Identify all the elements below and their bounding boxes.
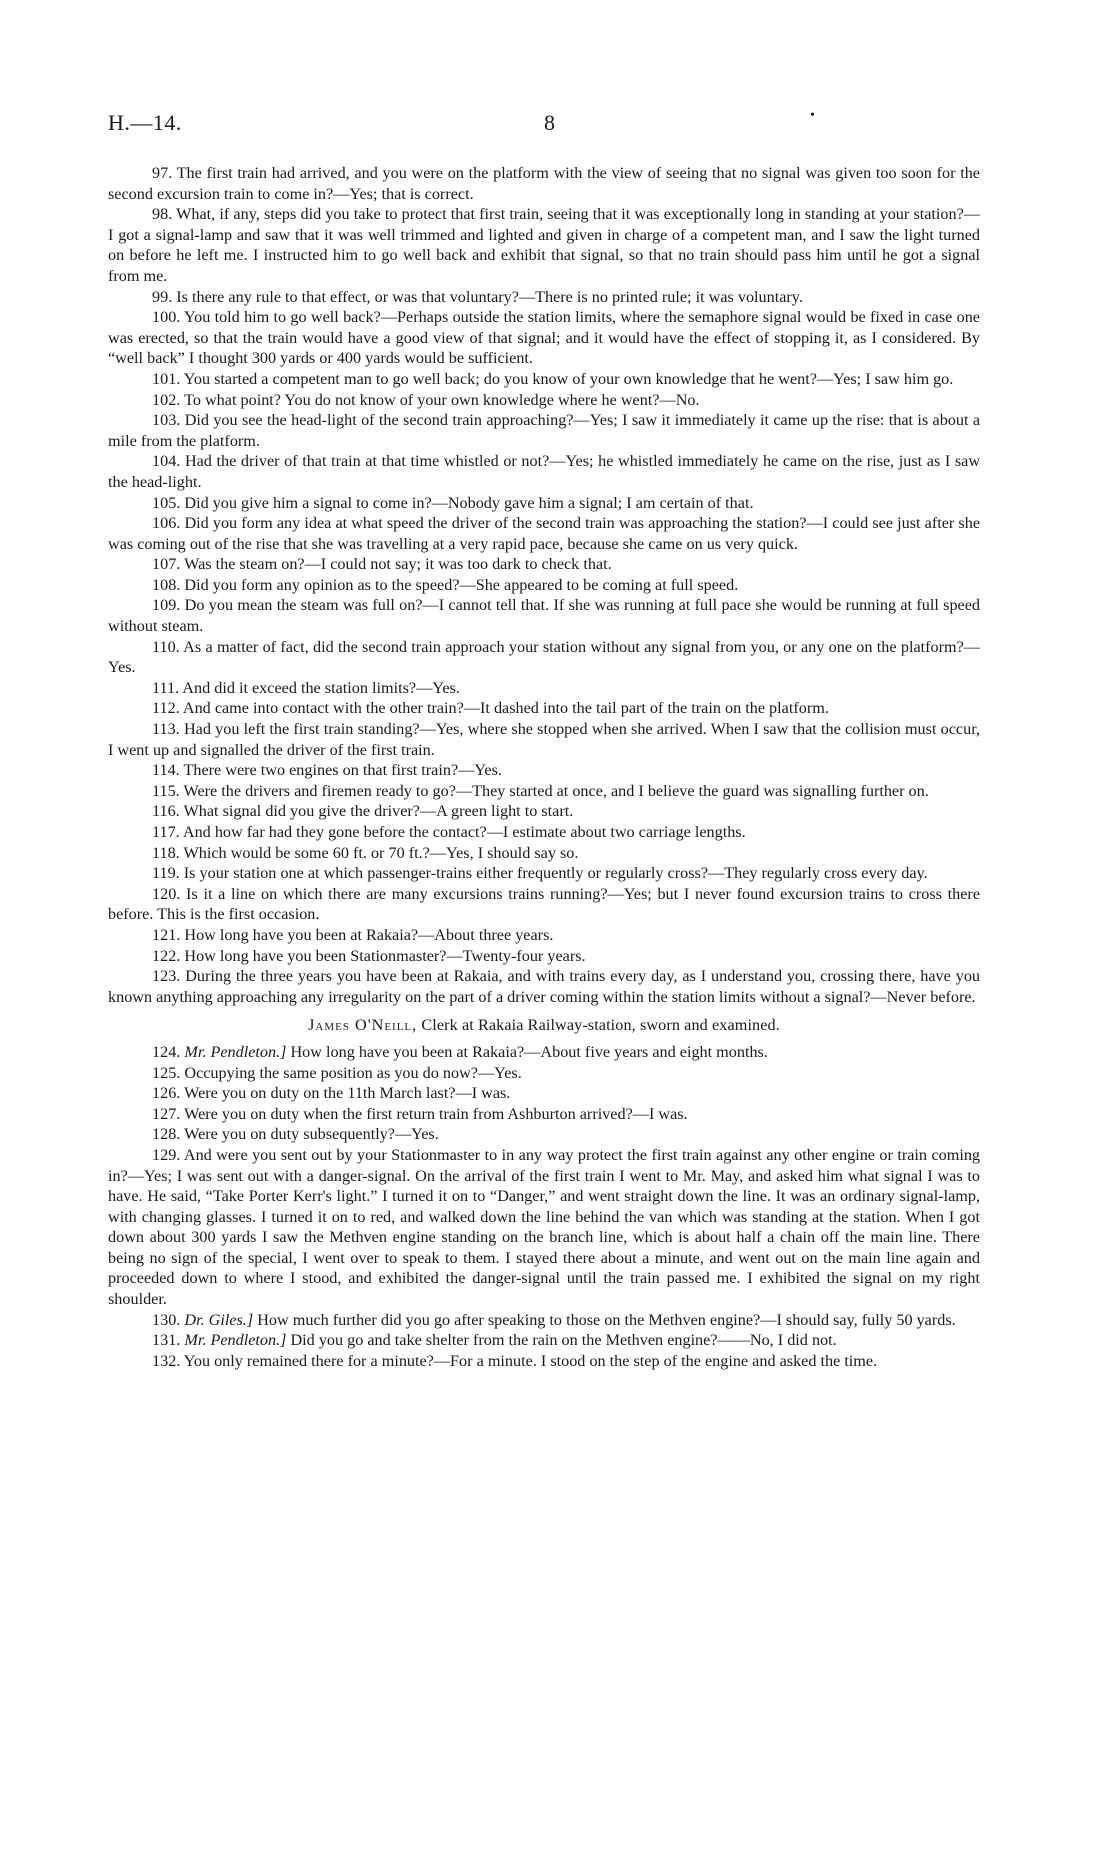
question-number: 102. xyxy=(152,390,181,409)
question-number: 121. xyxy=(152,925,181,944)
question-paragraph xyxy=(108,513,980,554)
question-paragraph xyxy=(108,1063,980,1084)
question-paragraph xyxy=(108,369,980,390)
question-number: 115. xyxy=(152,781,180,800)
question-number: 98. xyxy=(152,205,173,224)
question-text: And came into contact with the other train?—It dashed into the tail part of the train on the platform. xyxy=(182,699,829,718)
question-text: What signal did you give the driver?—A green light to start. xyxy=(183,802,574,821)
question-text: Had you left the first train standing?—Yes, where she stopped when she arrived. When I saw that the collision must occur, I went up and signalled the driver of the first train. xyxy=(108,720,981,759)
question-paragraph xyxy=(108,1124,980,1145)
question-paragraph xyxy=(108,390,980,411)
question-paragraph xyxy=(108,760,980,781)
question-paragraph xyxy=(108,1145,980,1310)
question-paragraph xyxy=(108,946,980,967)
question-text: Do you mean the steam was full on?—I cannot tell that. If she was running at full pace she would be running at full speed without steam. xyxy=(108,596,981,636)
question-paragraph xyxy=(108,884,980,925)
witness-name: James O'Neill, xyxy=(308,1016,418,1035)
question-text: And were you sent out by your Stationmaster to in any way protect the first train against any other engine or train coming in?—Yes; I was sent out with a danger-signal. On the arrival of the first train I went to Mr. May, and asked him what signal I was to have. He said, “Take Porter Kerr's light.” I turned it on to “Danger,” and went straight down the line. It was an ordinary signal-lamp, with changing glasses. I turned it on to red, and walked down the line behind the van which was standing at the station. When I got down about 300 yards I saw the Methven engine standing on the branch line, which is about half a chain off the main line. There being no sign of the special, I went over to speak to them. I stayed there about a minute, and went out on the main line again and proceeded down to where I stood, and exhibited the danger-signal until the train passed me. I exhibited the signal on my right shoulder. xyxy=(108,1145,981,1309)
question-text: The first train had arrived, and you were on the platform with the view of seeing that no signal was given too soon for the second excursion train to come in?—Yes; that is correct. xyxy=(108,164,980,203)
question-number: 126. xyxy=(152,1084,181,1103)
testimony-part-2 xyxy=(108,1042,980,1372)
question-paragraph xyxy=(108,451,980,492)
question-paragraph xyxy=(108,1104,980,1125)
question-paragraph xyxy=(108,1330,980,1351)
question-text: How long have you been at Rakaia?—About five years and eight months. xyxy=(290,1042,768,1061)
speaker-name: Mr. Pendleton.] xyxy=(184,1042,287,1061)
question-text: You started a competent man to go well back; do you know of your own knowledge that he went?—Yes; I saw him go. xyxy=(183,369,954,388)
question-text: How long have you been Stationmaster?—Twenty-four years. xyxy=(184,946,586,965)
question-text: Were you on duty subsequently?—Yes. xyxy=(184,1125,439,1144)
question-number: 118. xyxy=(152,843,180,862)
question-paragraph xyxy=(108,554,980,575)
question-number: 107. xyxy=(152,555,181,574)
question-text: And how far had they gone before the contact?—I estimate about two carriage lengths. xyxy=(182,823,746,841)
question-number: 109. xyxy=(152,596,181,615)
question-paragraph xyxy=(108,637,980,678)
question-number: 128. xyxy=(152,1125,181,1144)
question-paragraph xyxy=(108,678,980,699)
question-paragraph xyxy=(108,822,980,843)
question-number: 130. xyxy=(152,1310,181,1329)
printer-mark: • xyxy=(810,108,815,123)
question-text: As a matter of fact, did the second train approach your station without any signal from you, or any one on the platform?—Yes. xyxy=(108,637,980,677)
question-text: How long have you been at Rakaia?—About three years. xyxy=(184,925,554,944)
question-number: 127. xyxy=(152,1104,181,1123)
question-text: Did you give him a signal to come in?—Nobody gave him a signal; I am certain of that. xyxy=(184,493,754,512)
question-text: How much further did you go after speaking to those on the Methven engine?—I should say, fully 50 yards. xyxy=(257,1310,956,1329)
question-number: 116. xyxy=(152,802,180,821)
question-number: 97. xyxy=(152,164,173,182)
question-number: 105. xyxy=(152,493,181,512)
question-paragraph xyxy=(108,410,980,451)
question-number: 112. xyxy=(152,699,180,718)
question-paragraph xyxy=(108,801,980,822)
question-paragraph xyxy=(108,575,980,596)
question-number: 125. xyxy=(152,1063,181,1082)
question-paragraph xyxy=(108,307,980,369)
question-paragraph xyxy=(108,493,980,514)
question-paragraph xyxy=(108,1083,980,1104)
question-text: Did you form any opinion as to the speed?—She appeared to be coming at full speed. xyxy=(184,575,739,594)
question-text: There were two engines on that first train?—Yes. xyxy=(183,761,502,780)
question-number: 101. xyxy=(152,369,181,388)
document-code: H.—14. xyxy=(108,110,182,135)
page-header xyxy=(108,110,1008,144)
question-number: 114. xyxy=(152,761,180,780)
question-text: Is it a line on which there are many excursions trains running?—Yes; but I never found excursion trains to cross there before. This is the first occasion. xyxy=(108,884,981,924)
question-text: Were the drivers and firemen ready to go?—They started at once, and I believe the guard was signalling further on. xyxy=(183,781,929,800)
question-number: 103. xyxy=(152,411,181,430)
question-text: Is your station one at which passenger-trains either frequently or regularly cross?—They regularly cross every day. xyxy=(183,864,928,883)
question-number: 99. xyxy=(152,287,173,306)
question-number: 100. xyxy=(152,308,181,327)
question-number: 123. xyxy=(152,967,181,986)
speaker-name: Mr. Pendleton.] xyxy=(184,1331,287,1350)
question-text: Had the driver of that train at that time whistled or not?—Yes; he whistled immediately he came on the rise, just as I saw the head-light. xyxy=(108,452,981,491)
question-number: 119. xyxy=(152,864,180,883)
question-paragraph xyxy=(108,204,980,286)
question-number: 110. xyxy=(152,637,180,656)
document-body xyxy=(108,163,980,1371)
question-number: 132. xyxy=(152,1351,181,1370)
question-text: To what point? You do not know of your own knowledge where he went?—No. xyxy=(184,390,700,409)
question-paragraph xyxy=(108,719,980,760)
question-paragraph xyxy=(108,287,980,308)
question-text: What, if any, steps did you take to protect that first train, seeing that it was exceptionally long in standing at your station?—I got a signal-lamp and saw that it was well trimmed and lighted and given in charge of a competent man, and I saw the light turned on before he left me. I instructed him to go well back and exhibit that signal, so that no train should pass him until he got a signal from me. xyxy=(108,205,980,285)
question-text: Were you on duty on the 11th March last?—I was. xyxy=(184,1084,511,1103)
question-paragraph xyxy=(108,163,980,204)
question-paragraph xyxy=(108,1351,980,1372)
question-number: 117. xyxy=(152,823,180,841)
question-text: Were you on duty when the first return train from Ashburton arrived?—I was. xyxy=(184,1104,688,1123)
question-paragraph xyxy=(108,698,980,719)
question-paragraph xyxy=(108,966,980,1007)
question-text: Which would be some 60 ft. or 70 ft.?—Yes, I should say so. xyxy=(183,843,579,862)
question-paragraph xyxy=(108,843,980,864)
question-paragraph xyxy=(108,1310,980,1331)
question-number: 111. xyxy=(152,678,180,697)
question-paragraph xyxy=(108,781,980,802)
question-number: 120. xyxy=(152,884,181,903)
question-paragraph xyxy=(108,925,980,946)
question-text: During the three years you have been at Rakaia, and with trains every day, as I understand you, crossing there, have you known anything approaching any irregularity on the part of a driver coming within the station limits without a signal?—Never before. xyxy=(108,967,981,1006)
question-text: Did you go and take shelter from the rain on the Methven engine?——No, I did not. xyxy=(290,1331,837,1350)
question-text: You only remained there for a minute?—For a minute. I stood on the step of the engine and asked the time. xyxy=(183,1351,878,1370)
question-text: Was the steam on?—I could not say; it was too dark to check that. xyxy=(184,555,612,574)
question-number: 131. xyxy=(152,1331,181,1350)
question-text: And did it exceed the station limits?—Yes. xyxy=(182,678,460,697)
question-text: You told him to go well back?—Perhaps outside the station limits, where the semaphore signal would be fixed in case one was erected, so that the train would have a good view of that signal; and it would have the effect of stopping it, as I considered. By “well back” I thought 300 yards or 400 yards would be sufficient. xyxy=(108,308,980,368)
question-text: Is there any rule to that effect, or was that voluntary?—There is no printed rule; it was voluntary. xyxy=(176,287,803,306)
page-number: 8 xyxy=(544,110,555,135)
speaker-name: Dr. Giles.] xyxy=(184,1310,254,1329)
testimony-part-1 xyxy=(108,163,980,1007)
question-number: 106. xyxy=(152,514,181,533)
question-paragraph xyxy=(108,863,980,884)
question-number: 129. xyxy=(152,1145,181,1164)
question-text: Occupying the same position as you do now?—Yes. xyxy=(184,1063,522,1082)
witness-description: Clerk at Rakaia Railway-station, sworn and examined. xyxy=(421,1016,780,1035)
question-paragraph xyxy=(108,595,980,636)
question-number: 108. xyxy=(152,575,181,594)
question-number: 124. xyxy=(152,1042,181,1061)
question-text: Did you form any idea at what speed the driver of the second train was approaching the station?—I could see just after she was coming out of the rise that she was travelling at a very rapid pace, because she came on us very quick. xyxy=(108,514,980,553)
question-paragraph xyxy=(108,1042,980,1063)
witness-heading xyxy=(108,1015,980,1036)
question-text: Did you see the head-light of the second train approaching?—Yes; I saw it immediately it came up the rise: that is about a mile from the platform. xyxy=(108,411,981,450)
question-number: 113. xyxy=(152,720,180,739)
question-number: 122. xyxy=(152,946,181,965)
question-number: 104. xyxy=(152,452,181,471)
